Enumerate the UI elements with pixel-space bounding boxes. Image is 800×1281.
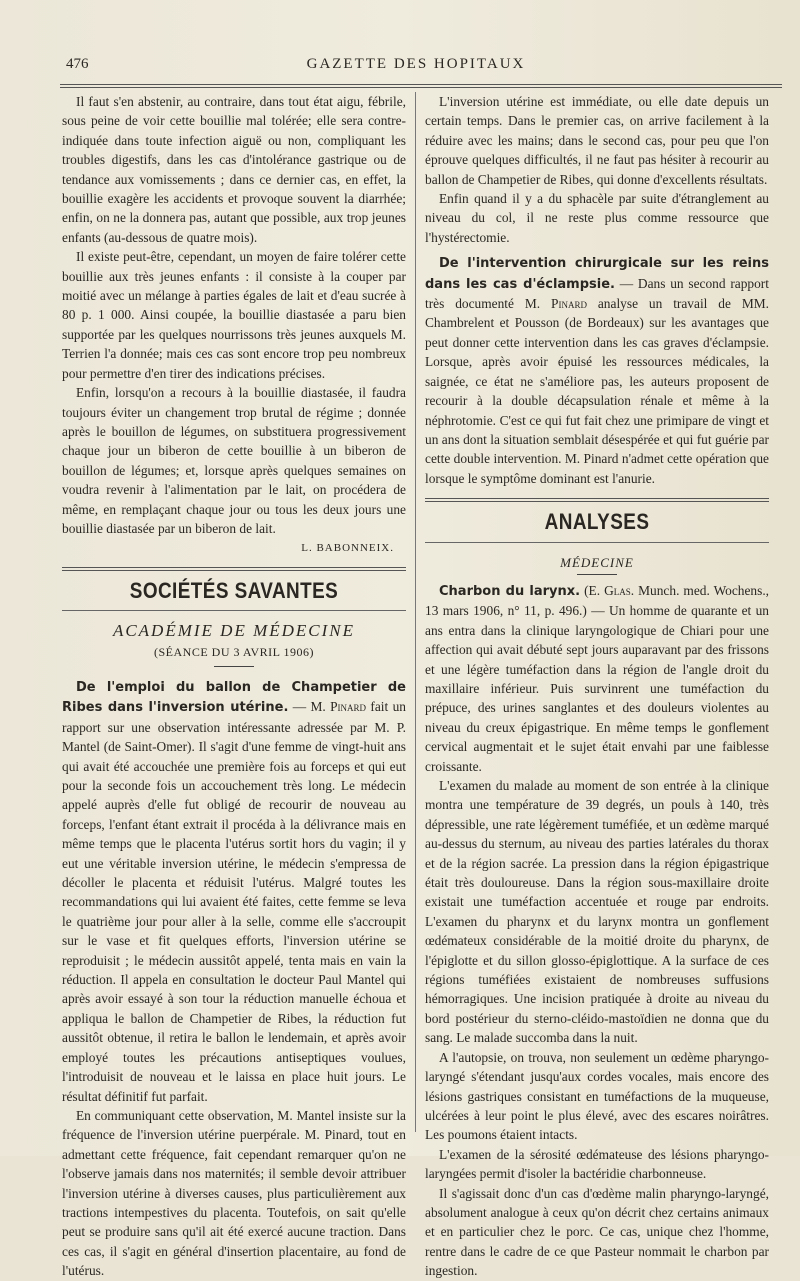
- right-column: [425, 92, 769, 1281]
- paragraph: Il faut s'en abstenir, au contraire, dans tout état aigu, fébrile, sous peine de voir cette bouillie mal tolérée; elle sera contre-indiquée dans toute infection aiguë ou non, compliquant les troubles digestifs, dans les cas d'intolérance gastrique ou de tendance aux vomissements ; dans ce dernier cas, en effet, la bouillie exagère les accidents et provoque souvent la diarrhée; enfin, on ne la donnera pas, autant que possible, aux trop jeunes enfants (au-dessous de quatre mois).: [62, 94, 406, 245]
- section-rule: [62, 567, 406, 571]
- section-heading: ANALYSES: [544, 509, 650, 535]
- author-signature: L. BABONNEIX.: [301, 542, 394, 555]
- page-number: 476: [66, 56, 89, 72]
- paragraph: Enfin quand il y a du sphacèle par suite d'étranglement au niveau du col, il ne reste plus comme ressource que l'hystérectomie.: [425, 191, 769, 245]
- paragraph: A l'autopsie, on trouva, non seulement un œdème pharyngo-laryngé s'étendant jusqu'aux cordes vocales, mais encore des lésions gastriques consistant en tuméfactions de la muqueuse, ulcérées à leur point le plus élevé, avec des escares noirâtres. Les poumons étaient intacts.: [425, 1049, 769, 1143]
- header-rule: [60, 84, 782, 88]
- reference-text: (E.: [580, 582, 605, 598]
- article-text: Un homme de quarante et un ans entra dans la clinique laryngologique de Chiari pour une affection qui avait débuté sept jours auparavant par des frissons et une légère tuméfaction dans la région de l'angle droit du maxillaire inférieur. Puis survinrent une tuméfaction du prépuce, des urines sanglantes et des douleurs violentes au niveau du creux épigastrique. En même temps le gonflement cervical augmentait et le sujet était envahi par une faiblesse croissante.: [425, 603, 770, 774]
- page-header: [66, 56, 766, 78]
- section-rule: [425, 498, 769, 502]
- author-name: Pinard: [330, 699, 367, 715]
- short-rule: [577, 574, 617, 575]
- article-paragraph: [425, 253, 769, 488]
- dash-text: — Dans un second rapport très documenté M.: [425, 275, 769, 312]
- section-heading: SOCIÉTÉS SAVANTES: [129, 577, 339, 603]
- paragraph: L'examen de la sérosité œdémateuse des lésions pharyngo-laryngées permit d'isoler la bactéridie charbonneuse.: [425, 1146, 769, 1182]
- paragraph: Il s'agissait donc d'un cas d'œdème malin pharyngo-laryngé, absolument analogue à ceux qu'on décrit chez certains animaux et en particulier chez le porc. Ce cas, unique chez l'homme, rentre dans le cadre de ce que Pasteur nommait le charbon par ingestion.: [425, 1185, 769, 1279]
- author-name: Glas: [604, 582, 631, 598]
- academy-heading: ACADÉMIE DE MÉDECINE: [112, 621, 356, 641]
- reference-text: . Munch. med. Wochens., 13 mars 1906, n° 11, p. 496.) —: [425, 582, 770, 619]
- article-paragraph: [425, 581, 769, 776]
- article-text: analyse un travail de MM. Chambrelent et Pousson (de Bordeaux) sur les avantages que peut donner cette intervention dans les cas graves d'éclampsie. Lorsque, après avoir épuisé les ressources médicales, la saignée, ce état ne s'améliore pas, les auteurs proposent de recourir à la double décapsulation rénale et même à la néphrotomie. C'est ce qui fut fait chez une primipare de vingt et un ans dont la situation semblait désespérée et qui fut guérie par cette double intervention. M. Pinard n'admet cette opération que lorsque le symptôme dominant est l'anurie.: [425, 296, 769, 486]
- column-divider: [415, 92, 416, 1132]
- paragraph: En communiquant cette observation, M. Mantel insiste sur la fréquence de l'inversion utérine puerpérale. M. Pinard, tout en admettant cette fréquence, fait cependant remarquer qu'on ne l'observe jamais dans nos maternités; il semble devoir attribuer l'inversion utérine à diverses causes, plus particulièrement aux tractions intempestives du placenta. Toutefois, on sait qu'elle peut se produire sans qu'il ait été exercé aucune traction. Dans ces cas, il s'agit en général d'insertion placentaire, au fond de l'utérus.: [62, 1107, 406, 1279]
- article-title: De l'intervention chirurgicale sur les reins dans les cas d'éclampsie.: [425, 256, 769, 292]
- short-rule: [214, 666, 254, 667]
- paragraph: L'examen du malade au moment de son entrée à la clinique montra une température de 39 degrés, un pouls à 140, très dépressible, une rate légèrement tuméfiée, et un œdème marqué au-dessus du sternum, au niveau des parties latérales du thorax et de la région sacrée. La pression dans la région épigastrique était très douloureuse. Dans la région sous-maxillaire droite existait une tuméfaction accentuée et rouge par endroits. L'examen du pharynx et du larynx montra un gonflement œdémateux considérable de la moitié droite du pharynx, de l'épiglotte et du sillon glosso-épiglottique. A la surface de ces régions tuméfiées existaient de nombreuses suffusions hémorragiques. Une incision pratiquée à droite au niveau du bord postérieur du sterno-cléido-mastoïdien ne donna que du sang. Le malade succomba dans la nuit.: [425, 778, 769, 1046]
- session-date: (SÉANCE DU 3 AVRIL 1906): [153, 644, 314, 659]
- article-title: De l'emploi du ballon de Champetier de Ribes dans l'inversion utérine.: [62, 679, 406, 716]
- dash-text: — M.: [288, 699, 331, 715]
- paragraph: Enfin, lorsqu'on a recours à la bouillie diastasée, il faudra toujours éviter un changement trop brutal de régime ; donnée après le bouillon de légumes, on substituera progressivement chaque jour un biberon de cette bouillie à un biberon de bouillon de légumes; et, lorsque après quelques semaines on voudra revenir à l'alimentation par le lait, on procédera de même, en remplaçant chaque jour ou tous les deux jours une bouillie diastasée par un biberon de lait.: [62, 385, 406, 536]
- left-column: [62, 92, 406, 1281]
- section-rule: [62, 610, 406, 611]
- paragraph: Il existe peut-être, cependant, un moyen de faire tolérer cette bouillie aux très jeunes enfants : il consiste à la couper par moitié avec un mélange à parties égales de lait et d'eau sucrée à 80 p. 1 000. Ainsi coupée, la bouillie diastasée a paru bien supportée par les quelques nourrissons très jeunes auxquels M. Terrien l'a donnée; mais ces cas sont encore trop peu nombreux pour permettre d'en tirer des indications précises.: [62, 249, 406, 381]
- journal-title: GAZETTE DES HOPITAUX: [306, 56, 526, 72]
- article-title: Charbon du larynx.: [439, 583, 581, 599]
- section-rule: [425, 542, 769, 543]
- article-text: fait un rapport sur une observation intéressante adressée par M. P. Mantel (de Saint-Omer). Il s'agit d'une femme de vingt-huit ans qui avait été accouchée une première fois au forceps et qui eut pour la seconde fois un accouchement très long. Le médecin appelé auprès d'elle fut obligé de recourir de nouveau au forceps, l'enfant étant extrait il procéda à la délivrance mais en même temps que le placenta l'utérus sortit hors du vagin; il y eut une véritable inversion utérine, le médecin s'empressa de décoller le placenta et réduisit l'utérus. Malgré toutes les recommandations qui lui avaient été faites, cette femme se leva le quatrième jour pour aller à la selle, comme elle s'accroupit sur le vase et fit quelques efforts, l'inversion utérine se reproduisit ; le médecin aussitôt appelé, tenta mais en vain la réduction. Il appela en consultation le docteur Paul Mantel qui après avoir essayé à son tour la réduction manuelle échoua et appliqua le ballon de Champetier de Ribes, la réduction fut aussitôt obtenue, il retira le ballon le lendemain, et après avoir employé toutes les précautions antiseptiques voulues, l'introduisit de nouveau et le laissa en place huit jours. Le résultat définitif fut parfait.: [62, 699, 406, 1104]
- article-paragraph: [62, 677, 406, 1106]
- subsection-heading: MÉDECINE: [560, 554, 634, 570]
- author-name: Pinard: [551, 296, 587, 312]
- paragraph: L'inversion utérine est immédiate, ou elle date depuis un certain temps. Dans le premier cas, on arrive facilement à la réduire avec les mains; dans le second cas, pour peu que l'on éprouve quelques difficultés, il ne faut pas hésiter à recourir au ballon de Champetier de Ribes, qui donne d'excellents résultats.: [425, 94, 769, 187]
